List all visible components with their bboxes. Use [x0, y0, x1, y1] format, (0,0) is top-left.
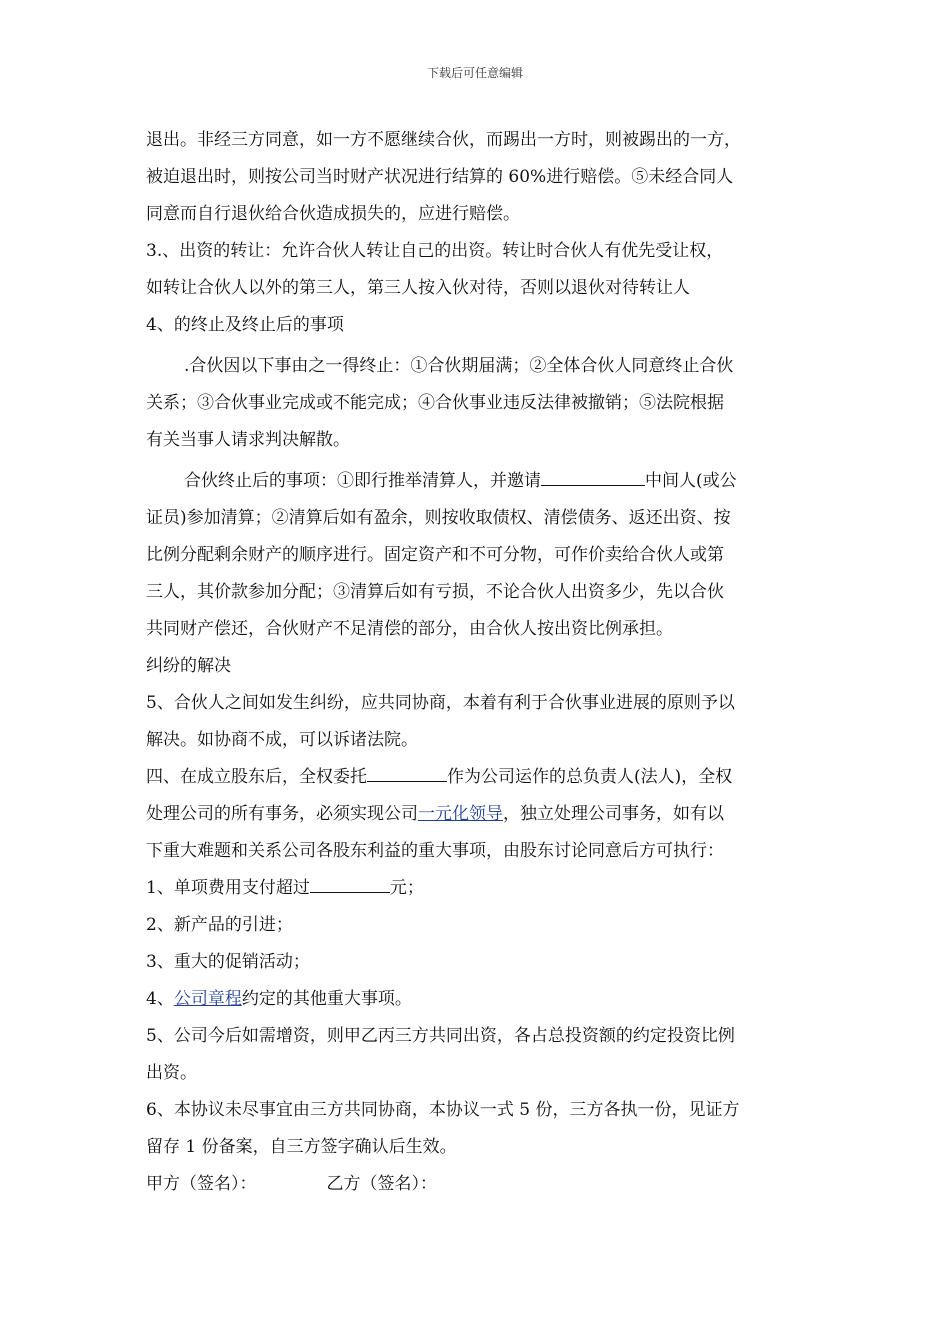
clause-4-heading: 4、的终止及终止后的事项: [146, 315, 344, 335]
fill-in-blank[interactable]: [367, 762, 447, 782]
paragraph-line: 比例分配剩余财产的顺序进行。固定资产和不可分物，可作价卖给合伙人或第: [146, 545, 724, 565]
text-segment: ，独立处理公司事务，如有以: [503, 804, 724, 824]
list-item: 2、新产品的引进；: [146, 915, 293, 935]
paragraph-line: .合伙因以下事由之一得终止：①合伙期届满；②全体合伙人同意终止合伙: [184, 356, 734, 376]
paragraph-line: 三人，其价款参加分配；③清算后如有亏损，不论合伙人出资多少，先以合伙: [146, 582, 724, 602]
paragraph-line: [146, 796, 812, 833]
fill-in-blank[interactable]: [310, 873, 390, 893]
text-segment: 四、在成立股东后，全权委托: [146, 767, 367, 787]
list-item: [146, 870, 812, 907]
text-segment: 1、单项费用支付超过: [146, 878, 310, 898]
paragraph-line: 解决。如协商不成，可以诉诸法院。: [146, 730, 418, 750]
text-segment: 元；: [389, 878, 424, 898]
text-segment: 中间人(或公: [645, 471, 737, 491]
list-item: 6、本协议未尽事宜由三方共同协商，本协议一式 5 份，三方各执一份，见证方: [146, 1100, 740, 1120]
list-item: 3、重大的促销活动；: [146, 952, 310, 972]
text-segment: 4、: [146, 989, 174, 1009]
text-segment: 作为公司运作的总负责人(法人)，全权: [447, 767, 733, 787]
clause-3-line: 3.、出资的转让：允许合伙人转让自己的出资。转让时合伙人有优先受让权，: [146, 241, 724, 261]
clause-5-line: 5、合伙人之间如发生纠纷，应共同协商，本着有利于合伙事业进展的原则予以: [146, 693, 735, 713]
paragraph-line: 关系；③合伙事业完成或不能完成；④合伙事业违反法律被撤销；⑤法院根据: [146, 393, 724, 413]
paragraph-line: [146, 463, 812, 500]
page-header: 下载后可任意编辑: [426, 66, 523, 80]
paragraph-line: 下重大难题和关系公司各股东利益的重大事项，由股东讨论同意后方可执行：: [146, 841, 724, 861]
party-b-signature-label: 乙方（签名）：: [326, 1174, 437, 1194]
list-item: [146, 981, 812, 1018]
paragraph-line: 同意而自行退伙给合伙造成损失的，应进行赔偿。: [146, 204, 520, 224]
paragraph-line: 退出。非经三方同意，如一方不愿继续合伙，而踢出一方时，则被踢出的一方，: [146, 130, 741, 150]
text-segment: 合伙终止后的事项：①即行推举清算人，并邀请: [184, 471, 541, 491]
paragraph-line: 被迫退出时，则按公司当时财产状况进行结算的 60%进行赔偿。⑤未经合同人: [146, 167, 734, 187]
signature-line: [146, 1166, 812, 1203]
unified-leadership-link[interactable]: 一元化领导: [418, 804, 503, 824]
party-a-signature-label: 甲方（签名）：: [146, 1174, 257, 1194]
dispute-heading: 纠纷的解决: [146, 656, 231, 676]
list-item: 5、公司今后如需增资，则甲乙丙三方共同出资，各占总投资额的约定投资比例: [146, 1026, 735, 1046]
paragraph-line: 留存 1 份备案，自三方签字确认后生效。: [146, 1137, 457, 1157]
paragraph-line: 证员)参加清算；②清算后如有盈余，则按收取债权、清偿债务、返还出资、按: [146, 508, 731, 528]
text-segment: 约定的其他重大事项。: [241, 989, 412, 1009]
section-4-line: [146, 759, 812, 796]
paragraph-line: 有关当事人请求判决解散。: [146, 430, 350, 450]
paragraph-line: 出资。: [146, 1063, 197, 1083]
document-body: [146, 122, 812, 1203]
text-segment: 处理公司的所有事务，必须实现公司: [146, 804, 418, 824]
fill-in-blank[interactable]: [541, 466, 645, 486]
paragraph-line: 共同财产偿还，合伙财产不足清偿的部分，由合伙人按出资比例承担。: [146, 619, 673, 639]
company-articles-link[interactable]: 公司章程: [173, 989, 242, 1009]
paragraph-line: 如转让合伙人以外的第三人，第三人按入伙对待，否则以退伙对待转让人: [146, 278, 690, 298]
